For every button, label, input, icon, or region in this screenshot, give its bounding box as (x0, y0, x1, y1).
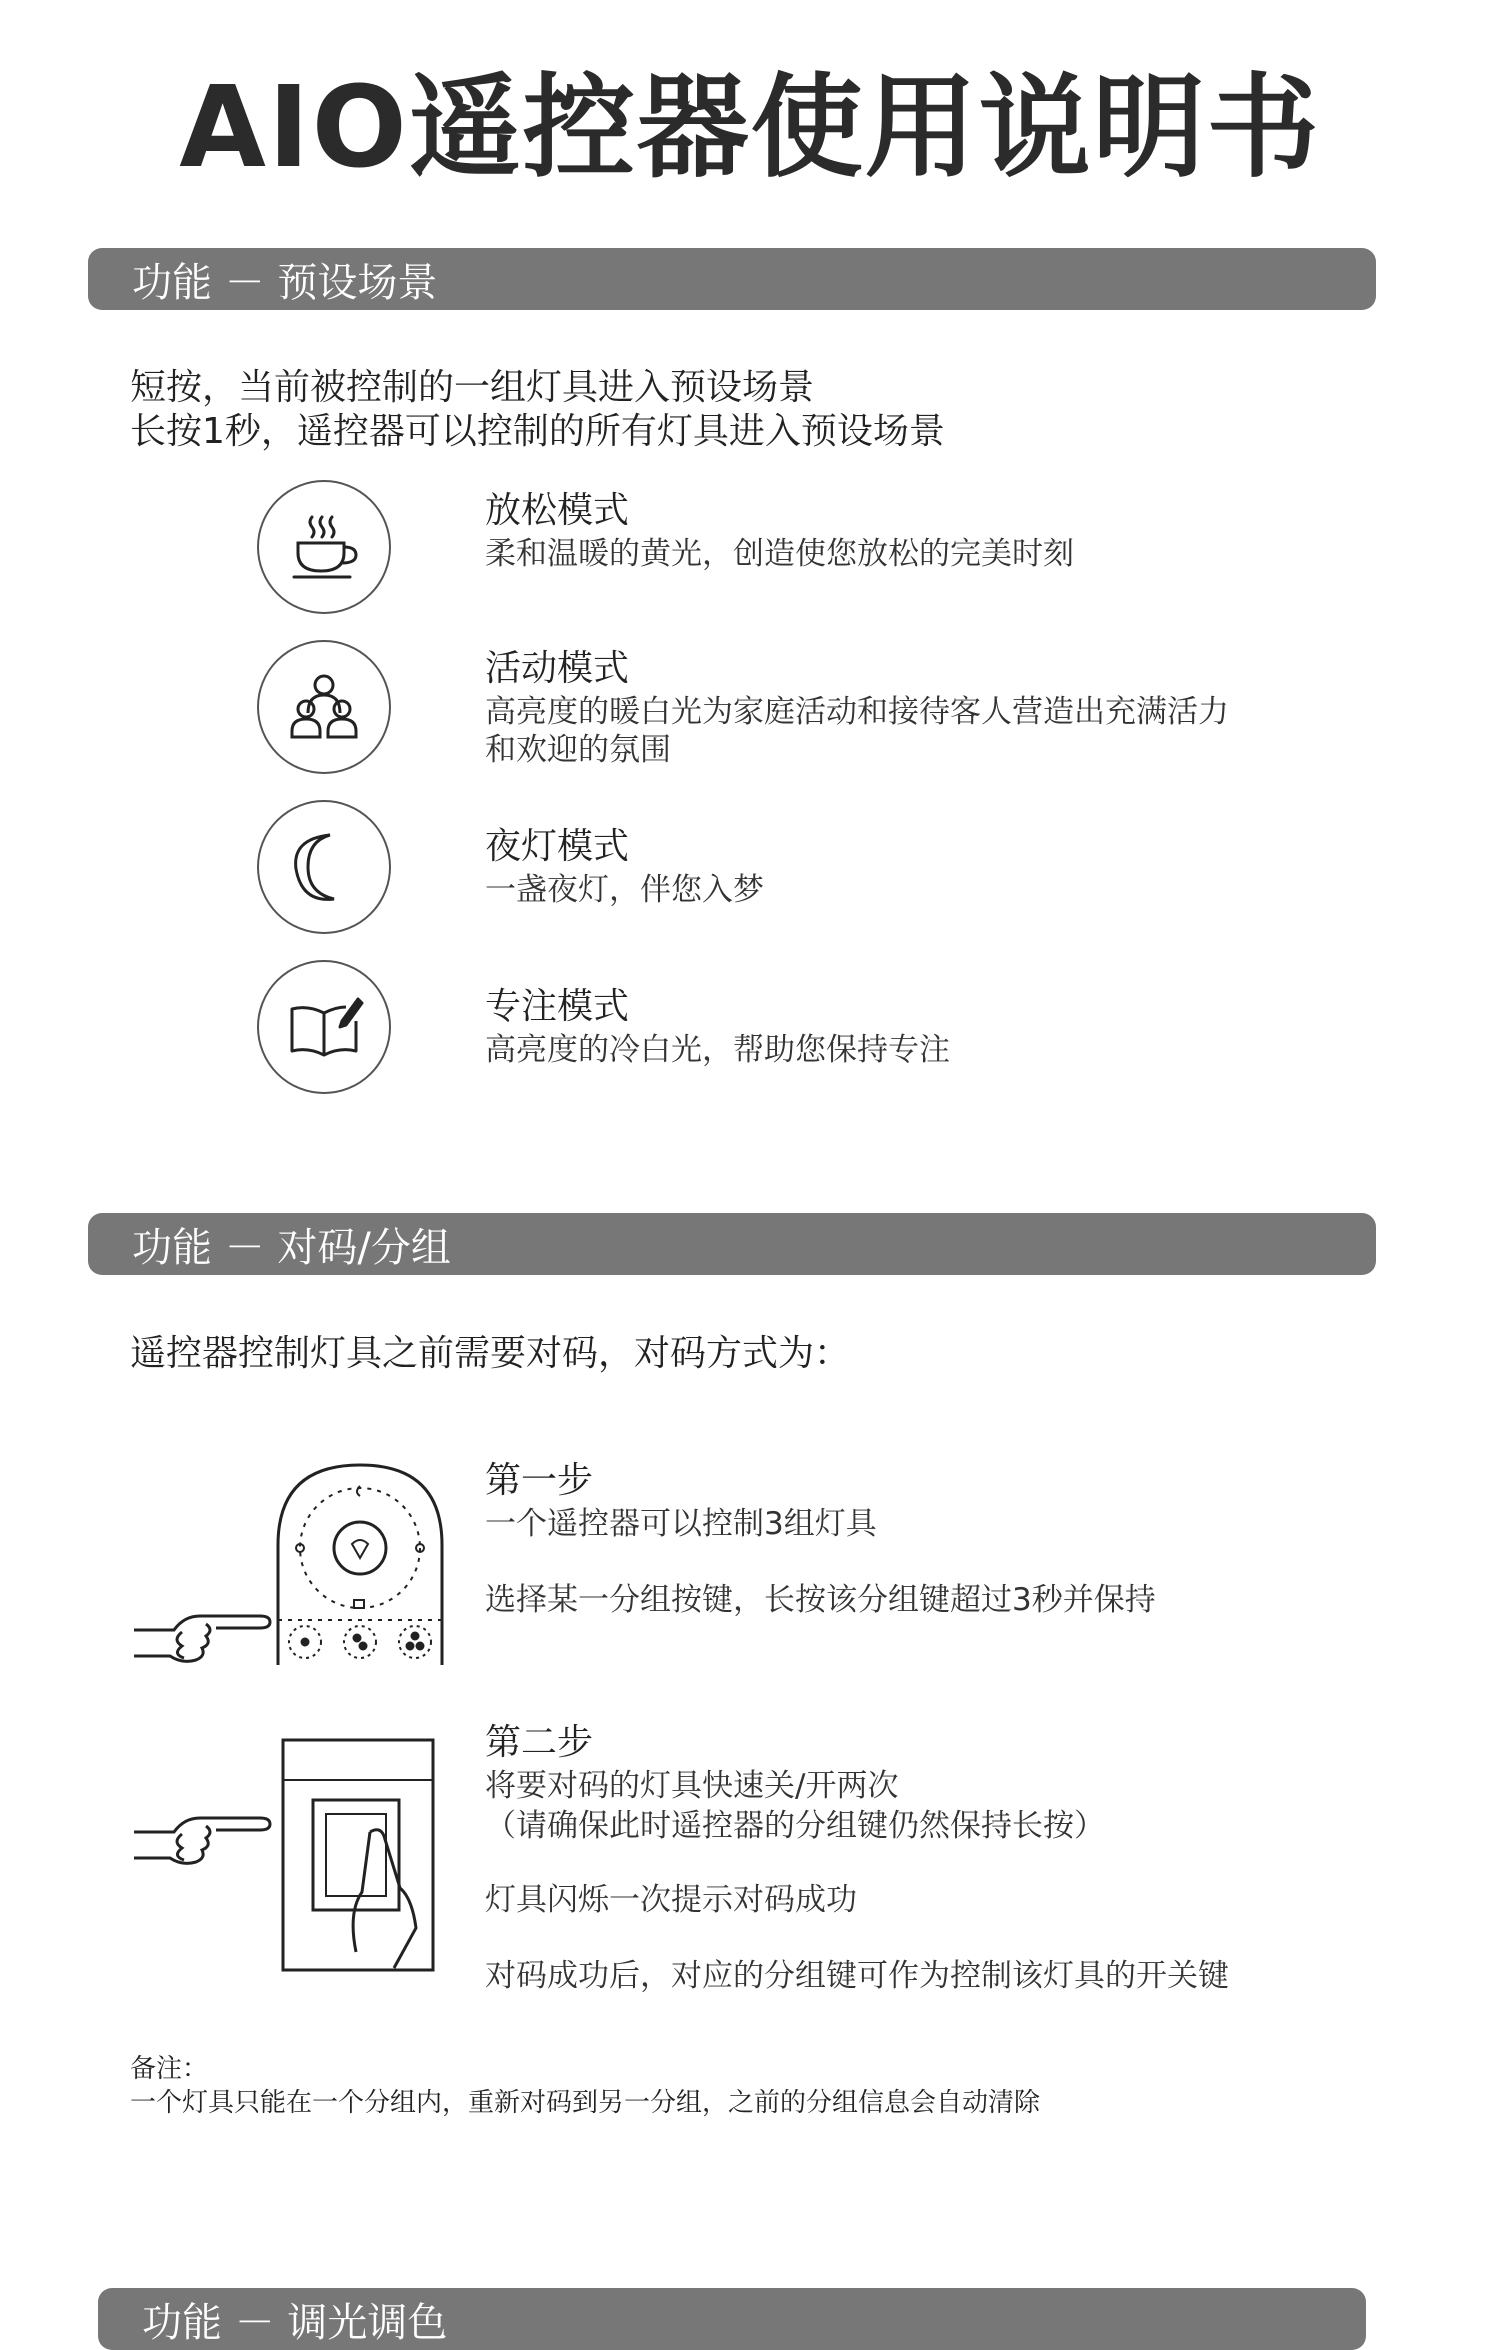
step2-line1: 将要对码的灯具快速关/开两次 (485, 1768, 899, 1804)
relax-mode-icon-circle (257, 480, 391, 614)
section-header-label: 功能 － 对码/分组 (132, 1224, 451, 1271)
step1-title: 第一步 (485, 1460, 594, 1501)
coffee-cup-icon (284, 507, 364, 587)
wall-switch-illustration (130, 1736, 450, 1976)
note-label: 备注： (130, 2054, 209, 2084)
remote-control-illustration (130, 1460, 450, 1670)
step2-title: 第二步 (485, 1722, 594, 1763)
book-pen-icon (284, 987, 364, 1067)
step1-line2: 选择某一分组按键，长按该分组键超过3秒并保持 (485, 1582, 1156, 1618)
note-text: 一个灯具只能在一个分组内，重新对码到另一分组，之前的分组信息会自动清除 (130, 2088, 1041, 2118)
step2-line4: 对码成功后，对应的分组键可作为控制该灯具的开关键 (485, 1958, 1229, 1994)
step1-line1: 一个遥控器可以控制3组灯具 (485, 1506, 877, 1542)
page-title: AIO遥控器使用说明书 (179, 63, 1321, 193)
focus-mode-desc: 高亮度的冷白光，帮助您保持专注 (485, 1032, 950, 1068)
section-header-pairing (88, 1213, 1376, 1275)
focus-mode-icon-circle (257, 960, 391, 1094)
activity-mode-desc-line1: 高亮度的暖白光为家庭活动和接待客人营造出充满活力 (485, 694, 1229, 730)
section-header-label: 功能 － 调光调色 (142, 2299, 448, 2346)
relax-mode-desc: 柔和温暖的黄光，创造使您放松的完美时刻 (485, 536, 1074, 572)
section-header-label: 功能 － 预设场景 (132, 259, 438, 306)
step2-line3: 灯具闪烁一次提示对码成功 (485, 1882, 857, 1918)
step2-line2: （请确保此时遥控器的分组键仍然保持长按） (485, 1808, 1105, 1844)
activity-mode-desc-line2: 和欢迎的氛围 (485, 732, 671, 768)
pairing-intro: 遥控器控制灯具之前需要对码，对码方式为： (130, 1333, 851, 1374)
night-mode-title: 夜灯模式 (485, 826, 630, 867)
intro-line-short-press: 短按，当前被控制的一组灯具进入预设场景 (130, 367, 815, 408)
section-header-dimming (98, 2288, 1366, 2350)
section-header-preset-scenes (88, 248, 1376, 310)
night-mode-icon-circle (257, 800, 391, 934)
activity-mode-title: 活动模式 (485, 648, 630, 689)
focus-mode-title: 专注模式 (485, 986, 630, 1027)
intro-line-long-press: 长按1秒，遥控器可以控制的所有灯具进入预设场景 (130, 411, 945, 452)
relax-mode-title: 放松模式 (485, 490, 630, 531)
activity-mode-icon-circle (257, 640, 391, 774)
moon-icon (284, 827, 364, 907)
night-mode-desc: 一盏夜灯，伴您入梦 (485, 872, 764, 908)
people-group-icon (284, 667, 364, 747)
